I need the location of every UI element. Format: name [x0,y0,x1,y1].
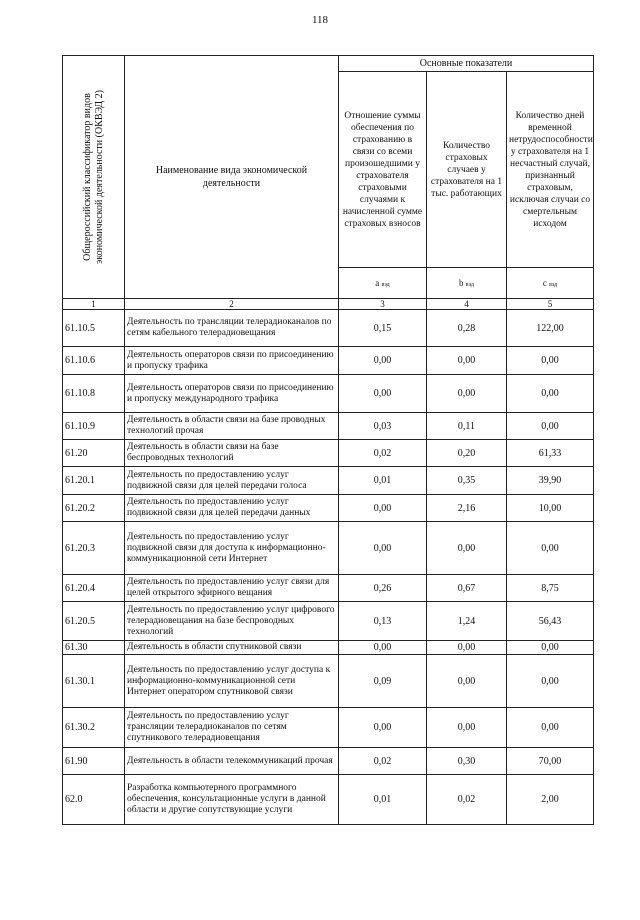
okved-code: 61.90 [63,748,125,775]
activity-name: Деятельность в области спутниковой связи [125,641,339,655]
value-b: 0,00 [427,375,507,413]
column-number: 5 [507,299,594,310]
column-number: 4 [427,299,507,310]
table-row [63,347,594,375]
value-a: 0,01 [339,775,427,825]
table-row [63,575,594,602]
activity-name: Деятельность по предоставлению услуг подвижной связи для доступа к информационно-коммуникационной сети Интернет [125,522,339,575]
activity-name: Деятельность по предоставлению услуг связи для целей открытого эфирного вещания [125,575,339,602]
okved-code: 61.20.3 [63,522,125,575]
activity-name: Деятельность в области связи на базе беспроводных технологий [125,440,339,467]
indicators-table [62,55,594,825]
value-b: 0,00 [427,708,507,748]
value-a: 0,02 [339,440,427,467]
activity-name: Разработка компьютерного программного обеспечения, консультационные услуги в данной области и другие сопутствующие услуги [125,775,339,825]
okved-header-cell [63,56,125,299]
value-a: 0,00 [339,495,427,522]
value-b: 0,00 [427,522,507,575]
value-b: 0,02 [427,775,507,825]
column-number: 3 [339,299,427,310]
cases-count-header: Количество страховых случаев у страхователя на 1 тыс. работающих [427,72,507,268]
value-c: 0,00 [507,413,594,440]
column-number: 1 [63,299,125,310]
page-number: 118 [311,14,329,26]
value-c: 39,90 [507,467,594,495]
okved-code: 62.0 [63,775,125,825]
activity-name: Деятельность операторов связи по присоединению и пропуску трафика [125,347,339,375]
value-b: 1,24 [427,602,507,641]
symbol-a: a вэд [339,268,427,299]
value-c: 8,75 [507,575,594,602]
activity-name: Деятельность по предоставлению услуг подвижной связи для целей передачи голоса [125,467,339,495]
value-b: 0,35 [427,467,507,495]
value-a: 0,09 [339,655,427,708]
value-c: 0,00 [507,347,594,375]
okved-code: 61.10.9 [63,413,125,440]
value-b: 0,00 [427,641,507,655]
value-c: 0,00 [507,375,594,413]
symbol-b: b вэд [427,268,507,299]
value-c: 0,00 [507,641,594,655]
value-b: 0,67 [427,575,507,602]
value-c: 122,00 [507,310,594,347]
value-c: 0,00 [507,708,594,748]
value-a: 0,00 [339,708,427,748]
okved-code: 61.30.1 [63,655,125,708]
activity-name: Деятельность в области телекоммуникаций прочая [125,748,339,775]
table-row [63,708,594,748]
value-c: 0,00 [507,522,594,575]
value-c: 56,43 [507,602,594,641]
value-a: 0,02 [339,748,427,775]
activity-name-header: Наименование вида экономической деятельности [125,56,339,299]
value-b: 2,16 [427,495,507,522]
value-a: 0,00 [339,522,427,575]
table-row [63,748,594,775]
table-row [63,641,594,655]
value-b: 0,20 [427,440,507,467]
value-a: 0,00 [339,375,427,413]
column-number: 2 [125,299,339,310]
okved-code: 61.30 [63,641,125,655]
value-a: 0,26 [339,575,427,602]
okved-code: 61.20.5 [63,602,125,641]
table-row [63,495,594,522]
table-row [63,375,594,413]
symbol-c: c вэд [507,268,594,299]
table-row [63,413,594,440]
okved-code: 61.20 [63,440,125,467]
okved-code: 61.20.4 [63,575,125,602]
value-a: 0,00 [339,641,427,655]
okved-code: 61.10.5 [63,310,125,347]
value-c: 61,33 [507,440,594,467]
table-row [63,655,594,708]
table-row [63,310,594,347]
table-row [63,467,594,495]
activity-name: Деятельность по трансляции телерадиоканалов по сетям кабельного телерадиовещания [125,310,339,347]
value-b: 0,28 [427,310,507,347]
okved-code: 61.10.6 [63,347,125,375]
okved-code: 61.20.1 [63,467,125,495]
value-a: 0,00 [339,347,427,375]
value-c: 70,00 [507,748,594,775]
value-b: 0,00 [427,655,507,708]
ratio-header: Отношение суммы обеспечения по страхованию в связи со всеми произошедшими у страхователя страховыми случаями к начисленной сумме страховых взносов [339,72,427,268]
okved-code: 61.10.8 [63,375,125,413]
value-a: 0,13 [339,602,427,641]
activity-name: Деятельность по предоставлению услуг трансляции телерадиоканалов по сетям спутникового телерадиовещания [125,708,339,748]
value-a: 0,01 [339,467,427,495]
okved-code: 61.30.2 [63,708,125,748]
value-a: 0,03 [339,413,427,440]
activity-name: Деятельность по предоставлению услуг цифрового телерадиовещания на базе беспроводных технологий [125,602,339,641]
activity-name: Деятельность операторов связи по присоединению и пропуску международного трафика [125,375,339,413]
value-b: 0,30 [427,748,507,775]
value-a: 0,15 [339,310,427,347]
value-c: 10,00 [507,495,594,522]
activity-name: Деятельность в области связи на базе проводных технологий прочая [125,413,339,440]
activity-name: Деятельность по предоставлению услуг подвижной связи для целей передачи данных [125,495,339,522]
okved-code: 61.20.2 [63,495,125,522]
table-row [63,440,594,467]
table-row [63,775,594,825]
table-row [63,522,594,575]
activity-name: Деятельность по предоставлению услуг доступа к информационно-коммуникационной сети Интернет оператором спутниковой связи [125,655,339,708]
disability-days-header: Количество дней временной нетрудоспособности у страхователя на 1 несчастный случай, признанный страховым, исключая случаи со смертельным исходом [507,72,594,268]
okved-header: Общероссийский классификатор видов экономической деятельности (ОКВЭД 2) [81,90,105,264]
value-b: 0,00 [427,347,507,375]
value-c: 2,00 [507,775,594,825]
table-row [63,602,594,641]
value-c: 0,00 [507,655,594,708]
main-indicators-header: Основные показатели [339,56,594,72]
value-b: 0,11 [427,413,507,440]
